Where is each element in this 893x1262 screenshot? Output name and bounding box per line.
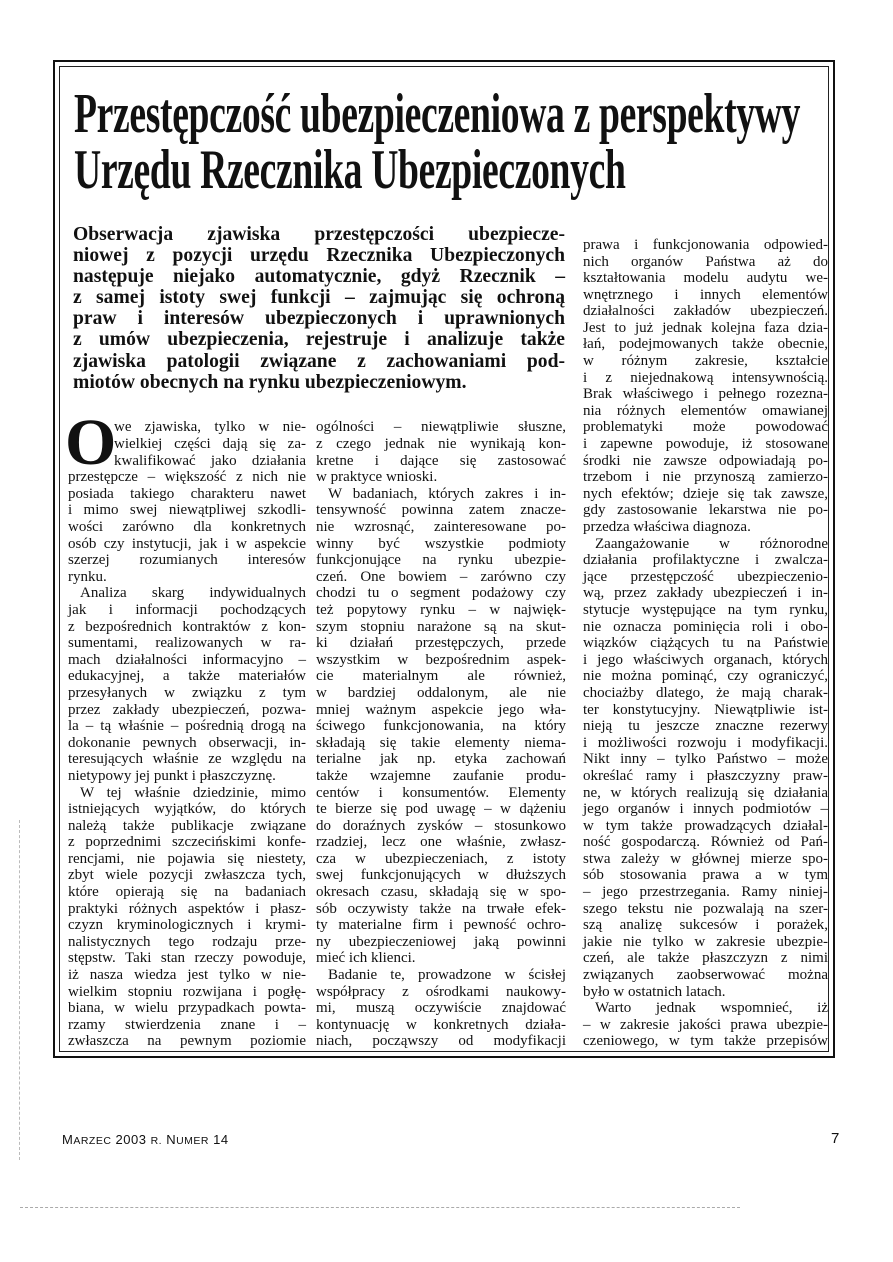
text-column-1 xyxy=(65,406,306,1050)
body-text-line: prawa i funkcjonowania odpowied- xyxy=(583,236,828,253)
body-text-line: ność gospodarczą. Również od Pań- xyxy=(583,834,828,851)
body-text-line: problematyki może powodować xyxy=(583,419,828,436)
body-text-line: ściwego funkcjonowania, na który xyxy=(316,718,566,735)
body-text-line: we zjawiska, tylko w nie- xyxy=(114,419,306,436)
body-text-line: terialne jak np. etyka zachowań xyxy=(316,751,566,768)
body-text-line: też popytowy rynku – w najwięk- xyxy=(316,601,566,618)
lead-line: praw i interesów ubezpieczonych i uprawnionych xyxy=(73,308,565,330)
article-title-line-2: Urzędu Rzecznika Ubezpieczonych xyxy=(74,139,626,201)
body-text-line: ny ubezpieczeniowej jaką powinni xyxy=(316,933,566,950)
body-text-line: z poprzednimi szczecińskimi konfe- xyxy=(68,834,306,851)
body-text-line: jące przestępczość ubezpieczenio- xyxy=(583,568,828,585)
body-text-line: nie można pominąć, czy ograniczyć, xyxy=(583,668,828,685)
body-text-line: teresujących właśnie ze względu na xyxy=(68,751,306,768)
body-text-line: szym stopniu narażone są na skut- xyxy=(316,618,566,635)
body-text-line: Warto jednak wspomnieć, iż xyxy=(595,1000,828,1017)
body-text-line: posiada takiego charakteru nawet xyxy=(68,485,306,502)
body-text-line: współpracy z ośrodkami naukowy- xyxy=(316,983,566,1000)
body-text-line: sumentami, realizowanych w ra- xyxy=(68,635,306,652)
body-text-line: wielkiej części dają się za- xyxy=(114,436,306,453)
body-text-line: nietypowy jej punkt i płaszczyznę. xyxy=(68,767,276,784)
body-text-line: nalistycznych tego rodzaju prze- xyxy=(68,933,306,950)
body-text-line: funkcjonujące na rynku ubezpie- xyxy=(316,552,566,569)
drop-cap: O xyxy=(65,406,117,480)
body-text-line: działania profilaktyczne i zwalcza- xyxy=(583,552,828,569)
body-text-line: i zapewne powoduje, iż stosowane xyxy=(583,436,828,453)
body-text-line: wą, przez zakłady ubezpieczeń i in- xyxy=(583,585,828,602)
scan-artifact xyxy=(20,1207,740,1209)
body-text-line: nie oznacza pominięcia roli i obo- xyxy=(583,618,828,635)
body-text-line: szą analizę sukcesów i porażek, xyxy=(583,917,828,934)
lead-line: następuje niejako automatycznie, gdyż Rzecznik – xyxy=(73,266,565,288)
body-text-line: czeń. One bowiem – zarówno czy xyxy=(316,568,566,585)
body-text-line: środki nie zawsze odpowiadają po- xyxy=(583,452,828,469)
body-text-line: ne, w których realizują się działania xyxy=(583,784,828,801)
lead-line: zjawiska patologii związane z zachowaniami pod- xyxy=(73,350,565,372)
body-text-line: mi, muszą oczywiście znajdować xyxy=(316,1000,566,1017)
body-text-line: było w ostatnich latach. xyxy=(583,983,726,1000)
body-text-line: kwalifikować jako działania xyxy=(114,452,306,469)
body-text-line: rencjami, nie pojawia się niestety, xyxy=(68,850,306,867)
body-text-line: czyzn kryminologicznych i krymi- xyxy=(68,917,306,934)
body-text-line: zbyt wiele pozycji zwłaszcza tych, xyxy=(68,867,306,884)
body-text-line: jak i informacji pochodzących xyxy=(68,601,306,618)
body-text-line: szerzej rozumianych interesów xyxy=(68,552,306,569)
body-text-line: niach, począwszy od modyfikacji xyxy=(316,1033,566,1050)
text-column-3 xyxy=(583,237,828,1050)
lead-paragraph xyxy=(73,224,565,393)
footer-text: M xyxy=(62,1132,74,1147)
body-text-line: kretne i dające się zastosować xyxy=(316,452,566,469)
body-text-line: nich organów Państwa aż do xyxy=(583,253,828,270)
body-text-line: i z niejednakową intensywnością. xyxy=(583,369,828,386)
footer-text: ARZEC xyxy=(73,1135,112,1147)
body-text-line: rzamy stwierdzenia znane i – xyxy=(68,1016,306,1033)
body-text-line: w tym także prowadzących działal- xyxy=(583,817,828,834)
body-text-line: szego tekstu nie pozwalają na szer- xyxy=(583,900,828,917)
body-text-line: także wzajemne zaufanie produ- xyxy=(316,767,566,784)
body-text-line: – w zakresie jakości prawa ubezpie- xyxy=(583,1016,828,1033)
body-text-line: wielkim stopniu rozwijana i pogłę- xyxy=(68,983,306,1000)
body-text-line: przesyłanych w związku z tym xyxy=(68,684,306,701)
body-text-line: składają się takie elementy niema- xyxy=(316,734,566,751)
body-text-line: te bierze się pod uwagę – w dążeniu xyxy=(316,801,566,818)
body-text-line: czeń, ale także płaszczyzn z nimi xyxy=(583,950,828,967)
scan-artifact xyxy=(19,820,21,1160)
body-text-line: Jest to już jednak kolejna faza dzia- xyxy=(583,319,828,336)
body-text-line: wnętrznego i innych elementów xyxy=(583,286,828,303)
body-text-line: W tej właśnie dziedzinie, mimo xyxy=(80,784,306,801)
lead-line: z umów ubezpieczenia, rejestruje i analizuje także xyxy=(73,329,565,351)
lead-line: miotów obecnych na rynku ubezpieczeniowym. xyxy=(73,371,467,393)
body-text-line: kontynuację w konkretnych działa- xyxy=(316,1016,566,1033)
body-text-line: cie materialnym ale również, xyxy=(316,668,566,685)
body-text-line: przedza właściwa diagnoza. xyxy=(583,519,751,535)
body-text-line: przez zakłady ubezpieczeń, pozwa- xyxy=(68,701,306,718)
body-text-line: łań, podejmowanych także obecnie, xyxy=(583,336,828,353)
body-text-line: kształtowania modelu audytu we- xyxy=(583,270,828,287)
body-text-line: w różnym zakresie, kształcie xyxy=(583,353,828,370)
body-text-line: i jego właściwych organach, których xyxy=(583,651,828,668)
text-column-2 xyxy=(316,419,566,1050)
body-text-line: wości zarówno dla konkretnych xyxy=(68,519,306,535)
body-text-line: mieć ich klienci. xyxy=(316,950,416,967)
body-text-line: stytucje występujące na tym rynku, xyxy=(583,601,828,618)
page-number: 7 xyxy=(831,1130,840,1147)
body-text-line: W badaniach, których zakres i in- xyxy=(328,485,566,502)
body-text-line: okresach czasu, składają się w spo- xyxy=(316,884,566,901)
body-text-line: należą także publikacje związane xyxy=(68,817,306,834)
body-text-line: swej funkcjonujących w dłuższych xyxy=(316,867,566,884)
footer-text: R. xyxy=(150,1135,163,1147)
body-text-line: Analiza skarg indywidualnych xyxy=(80,585,306,602)
body-text-line: ter konstytucyjny. Niewątpliwie ist- xyxy=(583,701,828,718)
body-text-line: nie wzrosnąć, zainteresowane po- xyxy=(316,519,566,535)
body-text-line: gdy zastosowanie lekarstwa nie po- xyxy=(583,502,828,519)
body-text-line: w bardziej oddalonym, ale nie xyxy=(316,684,566,701)
body-text-line: edukacyjnej, a także materiałów xyxy=(68,668,306,685)
body-text-line: określać ramy i płaszczyzny praw- xyxy=(583,767,828,784)
body-text-line: stępstw. Taki stan rzeczy powoduje, xyxy=(68,950,306,967)
body-text-line: tensywność powinna zatem znacze- xyxy=(316,502,566,519)
body-text-line: dokonanie pewnych obserwacji, in- xyxy=(68,734,306,751)
body-text-line: z czego jednak nie wynikają kon- xyxy=(316,436,566,453)
body-text-line: chodzi tu o segment podażowy czy xyxy=(316,585,566,602)
body-text-line: cza w ubezpieczeniach, z istoty xyxy=(316,850,566,867)
body-text-line: Zaangażowanie w różnorodne xyxy=(595,535,828,552)
body-text-line: zwłaszcza na pewnym poziomie xyxy=(68,1033,306,1050)
body-text-line: iż nasza wiedza jest tylko w nie- xyxy=(68,967,306,984)
body-text-line: które opierają się na badaniach xyxy=(68,884,306,901)
body-text-line: do doraźnych zysków – stosunkowo xyxy=(316,817,566,834)
body-text-line: la – tą właśnie – pośrednią drogą na xyxy=(68,718,306,735)
body-text-line: winny być wszystkie podmioty xyxy=(316,535,566,552)
body-text-line: przestępcze – większość z nich nie xyxy=(68,469,306,486)
footer-text: N xyxy=(162,1132,177,1147)
body-text-line: sób oczywisty także na trwałe efek- xyxy=(316,900,566,917)
body-text-line: jego organów i innych podmiotów – xyxy=(583,801,828,818)
footer-text: 14 xyxy=(209,1132,229,1147)
body-text-line: nia różnych elementów omawianej xyxy=(583,402,828,419)
body-text-line: mach działalności informacyjno – xyxy=(68,651,306,668)
body-text-line: działalności zakładów ubezpieczeń. xyxy=(583,303,828,320)
body-text-line: czeniowego, w tym także przepisów xyxy=(583,1033,828,1050)
body-text-line: wiązków ciążących tu na Państwie xyxy=(583,635,828,652)
body-text-line: Badanie te, prowadzone w ścisłej xyxy=(328,967,566,984)
body-text-line: osób czy instytucji, jak i w aspekcie xyxy=(68,535,306,552)
body-text-line: i możliwości rozwoju i modyfikacji. xyxy=(583,734,828,751)
body-text-line: ki działań przestępczych, przede xyxy=(316,635,566,652)
body-text-line: Brak właściwego i pełnego rozezna- xyxy=(583,386,828,403)
lead-line: niowej z pozycji urzędu Rzecznika Ubezpieczonych xyxy=(73,245,565,267)
body-text-line: z bezpośrednich kontraktów z kon- xyxy=(68,618,306,635)
body-text-line: – jego przestrzegania. Ramy niniej- xyxy=(583,884,828,901)
body-text-line: rzadziej, lecz one właśnie, zwłasz- xyxy=(316,834,566,851)
body-text-line: trzebom i nie przynoszą zamierzo- xyxy=(583,469,828,486)
body-text-line: mniej ważnym aspekcie jego wła- xyxy=(316,701,566,718)
body-text-line: w praktyce wnioski. xyxy=(316,469,438,486)
body-text-line: praktyki różnych aspektów i płasz- xyxy=(68,900,306,917)
body-text-line: Nikt inny – tylko Państwo – może xyxy=(583,751,828,768)
body-text-line: nieją tu jeszcze znaczne rezerwy xyxy=(583,718,828,735)
body-text-line: ogólności – niewątpliwie słuszne, xyxy=(316,419,566,436)
body-text-line: biana, w wielu przypadkach powta- xyxy=(68,1000,306,1017)
body-text-line: sób stosowania prawa a w tym xyxy=(583,867,828,884)
body-text-line: nych efektów; dzieje się tak zawsze, xyxy=(583,485,828,502)
body-text-line: wszystkim w bezpośrednim aspek- xyxy=(316,651,566,668)
lead-line: Obserwacja zjawiska przestępczości ubezpiecze- xyxy=(73,224,565,245)
article-title-line-1: Przestępczość ubezpieczeniowa z perspektywy xyxy=(74,83,801,145)
body-text-line: chociażby dlatego, że mają charak- xyxy=(583,684,828,701)
body-text-line: i mimo swej niewątpliwej szkodli- xyxy=(68,502,306,519)
body-text-line: jakie nie tylko w zakresie ubezpie- xyxy=(583,933,828,950)
body-text-line: rynku. xyxy=(68,568,107,585)
body-text-line: związanych zaobserwować można xyxy=(583,967,828,984)
footer-issue xyxy=(62,1132,229,1147)
footer-text: 2003 xyxy=(111,1132,151,1147)
body-text-line: stwa zależy w głównej mierze spo- xyxy=(583,850,828,867)
lead-line: z samej istoty swej funkcji – zajmując się ochroną xyxy=(73,287,565,309)
body-text-line: ty materialne firm i pewność ochro- xyxy=(316,917,566,934)
footer-text: UMER xyxy=(176,1135,210,1147)
body-text-line: centów i konsumentów. Elementy xyxy=(316,784,566,801)
body-text-line: istniejących wyjątków, do których xyxy=(68,801,306,818)
